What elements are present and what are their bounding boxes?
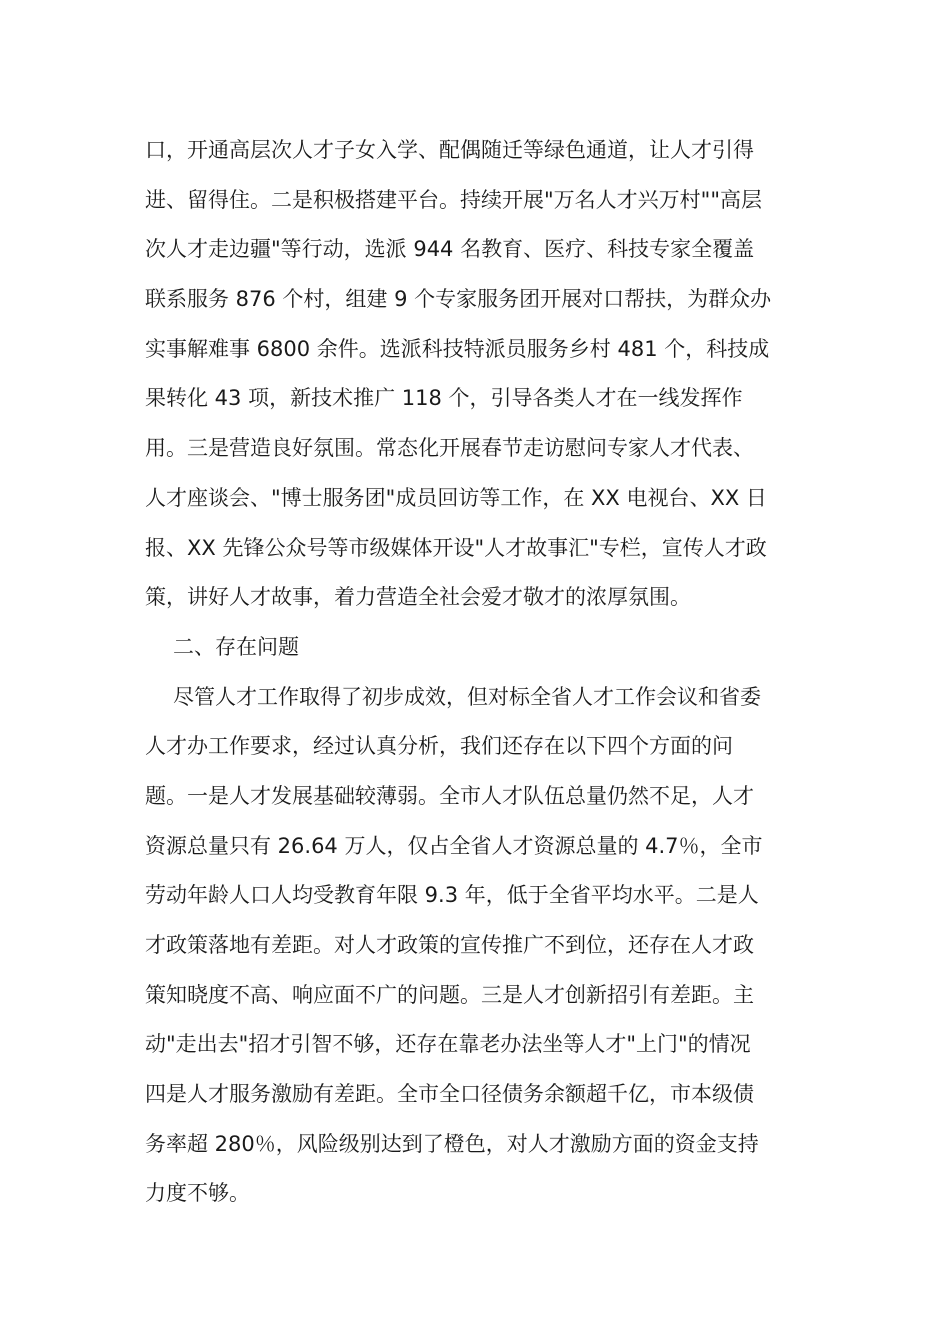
text-line: 资源总量只有 26.64 万人，仅占全省人才资源总量的 4.7％，全市: [145, 833, 763, 858]
text-line: 策知晓度不高、响应面不广的问题。三是人才创新招引有差距。主: [145, 982, 754, 1007]
text-line: 联系服务 876 个村，组建 9 个专家服务团开展对口帮扶，为群众办: [145, 287, 772, 312]
text-line: 用。三是营造良好氛围。常态化开展春节走访慰问专家人才代表、: [145, 436, 754, 461]
text-line: 才政策落地有差距。对人才政策的宣传推广不到位，还存在人才政: [145, 933, 754, 957]
text-line: 实事解难事 6800 余件。选派科技特派员服务乡村 481 个，科技成: [145, 336, 770, 361]
text-line: 报、XX 先锋公众号等市级媒体开设"人才故事汇"专栏，宣传人才政: [145, 535, 767, 560]
text-line: 进、留得住。二是积极搭建平台。持续开展"万名人才兴万村""高层: [145, 187, 762, 212]
text-line: 口，开通高层次人才子女入学、配偶随迁等绿色通道，让人才引得: [145, 138, 754, 162]
document-body: [145, 126, 815, 1219]
text-line: 动"走出去"招才引智不够，还存在靠老办法坐等人才"上门"的情况: [145, 1032, 751, 1057]
text-line: 尽管人才工作取得了初步成效，但对标全省人才工作会议和省委: [173, 684, 761, 709]
section-heading: 二、存在问题: [173, 634, 299, 659]
text-line: 果转化 43 项，新技术推广 118 个，引导各类人才在一线发挥作: [145, 386, 743, 411]
text-line: 劳动年龄人口人均受教育年限 9.3 年，低于全省平均水平。二是人: [145, 883, 759, 908]
text-line: 题。一是人才发展基础较薄弱。全市人才队伍总量仍然不足，人才: [145, 783, 754, 808]
text-line: 人才座谈会、"博士服务团"成员回访等工作，在 XX 电视台、XX 日: [145, 485, 767, 510]
text-line: 务率超 280％，风险级别达到了橙色，对人才激励方面的资金支持: [145, 1131, 759, 1156]
text-line: 策，讲好人才故事，着力营造全社会爱才敬才的浓厚氛围。: [145, 585, 691, 610]
text-line: 力度不够。: [145, 1181, 250, 1206]
text-line: 次人才走边疆"等行动，选派 944 名教育、医疗、科技专家全覆盖: [145, 237, 755, 262]
text-line: 四是人才服务激励有差距。全市全口径债务余额超千亿，市本级债: [145, 1082, 754, 1107]
text-line: 人才办工作要求，经过认真分析，我们还存在以下四个方面的问: [145, 734, 733, 759]
